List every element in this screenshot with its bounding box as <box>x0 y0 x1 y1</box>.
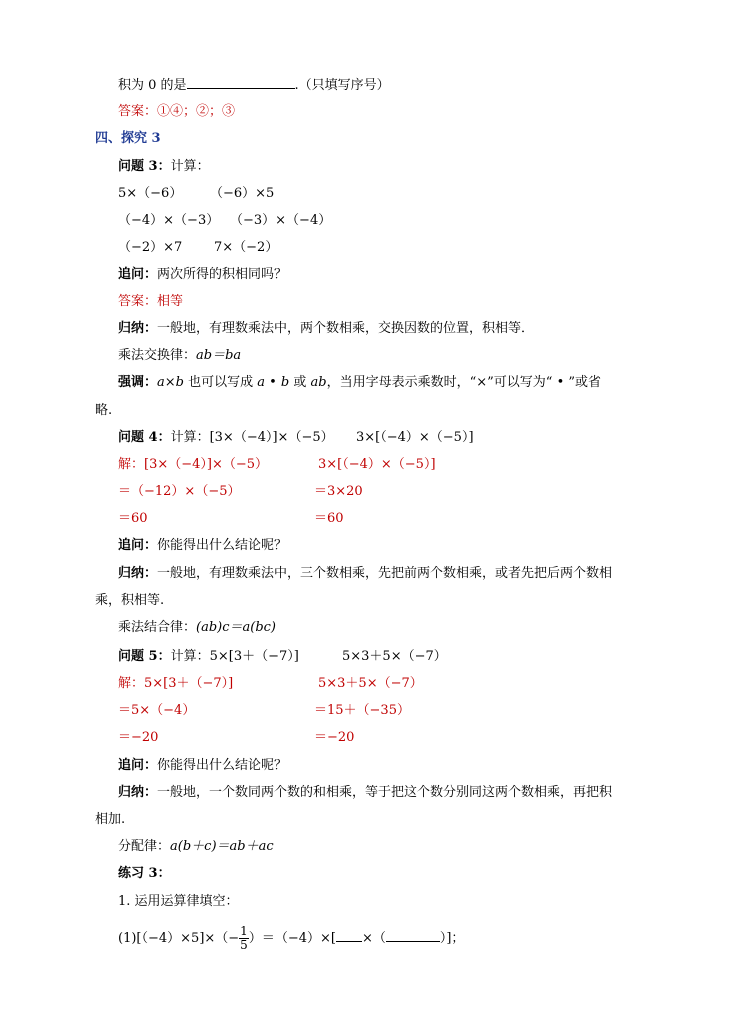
exercise-item-1 <box>118 924 464 954</box>
expr-right: ＝15＋（−35） <box>314 703 410 718</box>
emphasis-line <box>118 374 601 392</box>
fill-blank[interactable] <box>386 929 440 942</box>
solution-4-row-1 <box>118 456 538 474</box>
expr-right: （−6）×5 <box>210 186 275 201</box>
answer-text: 答案：相等 <box>118 294 184 309</box>
text: 两次所得的积相同吗？ <box>157 267 288 282</box>
label: 追问： <box>118 538 158 553</box>
formula: ab <box>310 375 327 390</box>
expr-left: 5×（−6） <box>118 186 183 201</box>
text: 计算：[3×（−4）]×（−5） <box>170 430 334 445</box>
label: 问题 5： <box>118 649 171 664</box>
expr-left: ＝60 <box>118 511 148 526</box>
numerator: 1 <box>240 924 248 938</box>
text: .（只填写序号） <box>294 78 390 93</box>
solution-4-row-2 <box>118 483 538 501</box>
problem-4-line <box>118 429 538 447</box>
text: ，当用字母表示乘数时，“×”可以写为“ • ”或省 <box>326 375 602 390</box>
emphasis-line-cont <box>95 402 112 420</box>
text: 计算：5×[3＋（−7）] <box>170 649 299 664</box>
summary-line <box>118 784 612 802</box>
text: 一般地，一个数同两个数的和相乘，等于把这个数分别同这两个数相乘，再把积 <box>157 785 613 800</box>
calc-row-1 <box>118 185 418 203</box>
follow-up-question <box>118 266 287 284</box>
expr-right: ＝3×20 <box>314 484 363 499</box>
expr-text: ）]； <box>439 931 465 946</box>
expr-right: 5×3＋5×（−7） <box>342 649 447 664</box>
exercise-heading <box>118 865 171 883</box>
summary-line <box>118 565 612 583</box>
summary-line-cont <box>95 811 125 829</box>
label: 问题 3： <box>118 159 171 174</box>
formula: ab＝ba <box>196 348 242 363</box>
text: 你能得出什么结论呢？ <box>157 538 288 553</box>
formula: a×b <box>157 375 184 390</box>
solution-5-row-3 <box>118 729 538 747</box>
label: 强调： <box>118 375 158 390</box>
text: 乘法交换律： <box>118 348 197 363</box>
text: 分配律： <box>118 839 171 854</box>
heading-text: 四、探究 3 <box>95 131 161 146</box>
expr-left: ＝−20 <box>118 730 159 745</box>
expr-right: ＝−20 <box>314 730 355 745</box>
fraction <box>239 925 249 952</box>
expr-right: 3×[（−4）×（−5）] <box>356 430 474 445</box>
expr-right: 7×（−2） <box>214 240 279 255</box>
label: 追问： <box>118 267 158 282</box>
summary-line <box>118 320 534 338</box>
text: 你能得出什么结论呢？ <box>157 758 288 773</box>
expr-right: （−3）×（−4） <box>230 213 332 228</box>
expr-left: ＝5×（−4） <box>118 703 196 718</box>
text: 计算： <box>170 159 210 174</box>
answer-line <box>118 293 183 311</box>
expr-right: ＝60 <box>314 511 344 526</box>
formula: a(b＋c)＝ab＋ac <box>170 839 274 854</box>
expr-right: 3×[（−4）×（−5）] <box>318 457 436 472</box>
problem-5-line <box>118 648 538 666</box>
text: 积为 0 的是 <box>118 78 187 93</box>
expr-text: ×（ <box>361 931 386 946</box>
expr-left: ＝（−12）×（−5） <box>118 484 241 499</box>
heading-text: 练习 3： <box>118 866 171 881</box>
label: 归纳： <box>118 566 158 581</box>
expr-right: 5×3＋5×（−7） <box>318 676 423 691</box>
label: 追问： <box>118 758 158 773</box>
summary-line-cont <box>95 592 164 610</box>
text: 乘，积相等. <box>95 593 165 608</box>
text: 一般地，有理数乘法中，三个数相乘，先把前两个数相乘，或者先把后两个数相 <box>157 566 613 581</box>
label: 归纳： <box>118 785 158 800</box>
formula: a • b <box>257 375 290 390</box>
text: 或 <box>289 375 311 390</box>
solution-4-row-3 <box>118 510 538 528</box>
answer-line <box>118 103 235 121</box>
associative-law <box>118 619 276 637</box>
expr-text: (1)[（−4）×5]×（− <box>118 931 240 946</box>
denominator: 5 <box>240 938 248 952</box>
text: 一般地，有理数乘法中，两个数相乘，交换因数的位置，积相等． <box>157 321 535 336</box>
distributive-law <box>118 838 274 856</box>
follow-up-question <box>118 757 287 775</box>
answer-blank <box>187 76 295 89</box>
text: 略. <box>95 403 113 418</box>
answer-text: 答案：①④；②；③ <box>118 104 236 119</box>
label: 问题 4： <box>118 430 171 445</box>
solution-5-row-2 <box>118 702 538 720</box>
text: 也可以写成 <box>183 375 258 390</box>
solution-5-row-1 <box>118 675 538 693</box>
calc-row-3 <box>118 239 418 257</box>
calc-row-2 <box>118 212 418 230</box>
label: 归纳： <box>118 321 158 336</box>
text: 1. 运用运算律填空： <box>118 894 239 909</box>
follow-up-question <box>118 537 287 555</box>
expr-left: （−2）×7 <box>118 240 183 255</box>
exercise-instruction <box>118 893 239 911</box>
expr-text: ）＝（−4）×[ <box>248 931 336 946</box>
text: 相加. <box>95 812 126 827</box>
expr-left: 解：[3×（−4）]×（−5） <box>118 457 269 472</box>
commutative-law <box>118 347 241 365</box>
formula: (ab)c＝a(bc) <box>196 620 277 635</box>
section-heading <box>95 130 161 148</box>
text: 乘法结合律： <box>118 620 197 635</box>
expr-left: （−4）×（−3） <box>118 213 220 228</box>
expr-left: 解：5×[3＋（−7）] <box>118 676 234 691</box>
line-product-zero <box>118 76 390 95</box>
fill-blank[interactable] <box>336 929 362 942</box>
problem-3-line <box>118 158 210 176</box>
